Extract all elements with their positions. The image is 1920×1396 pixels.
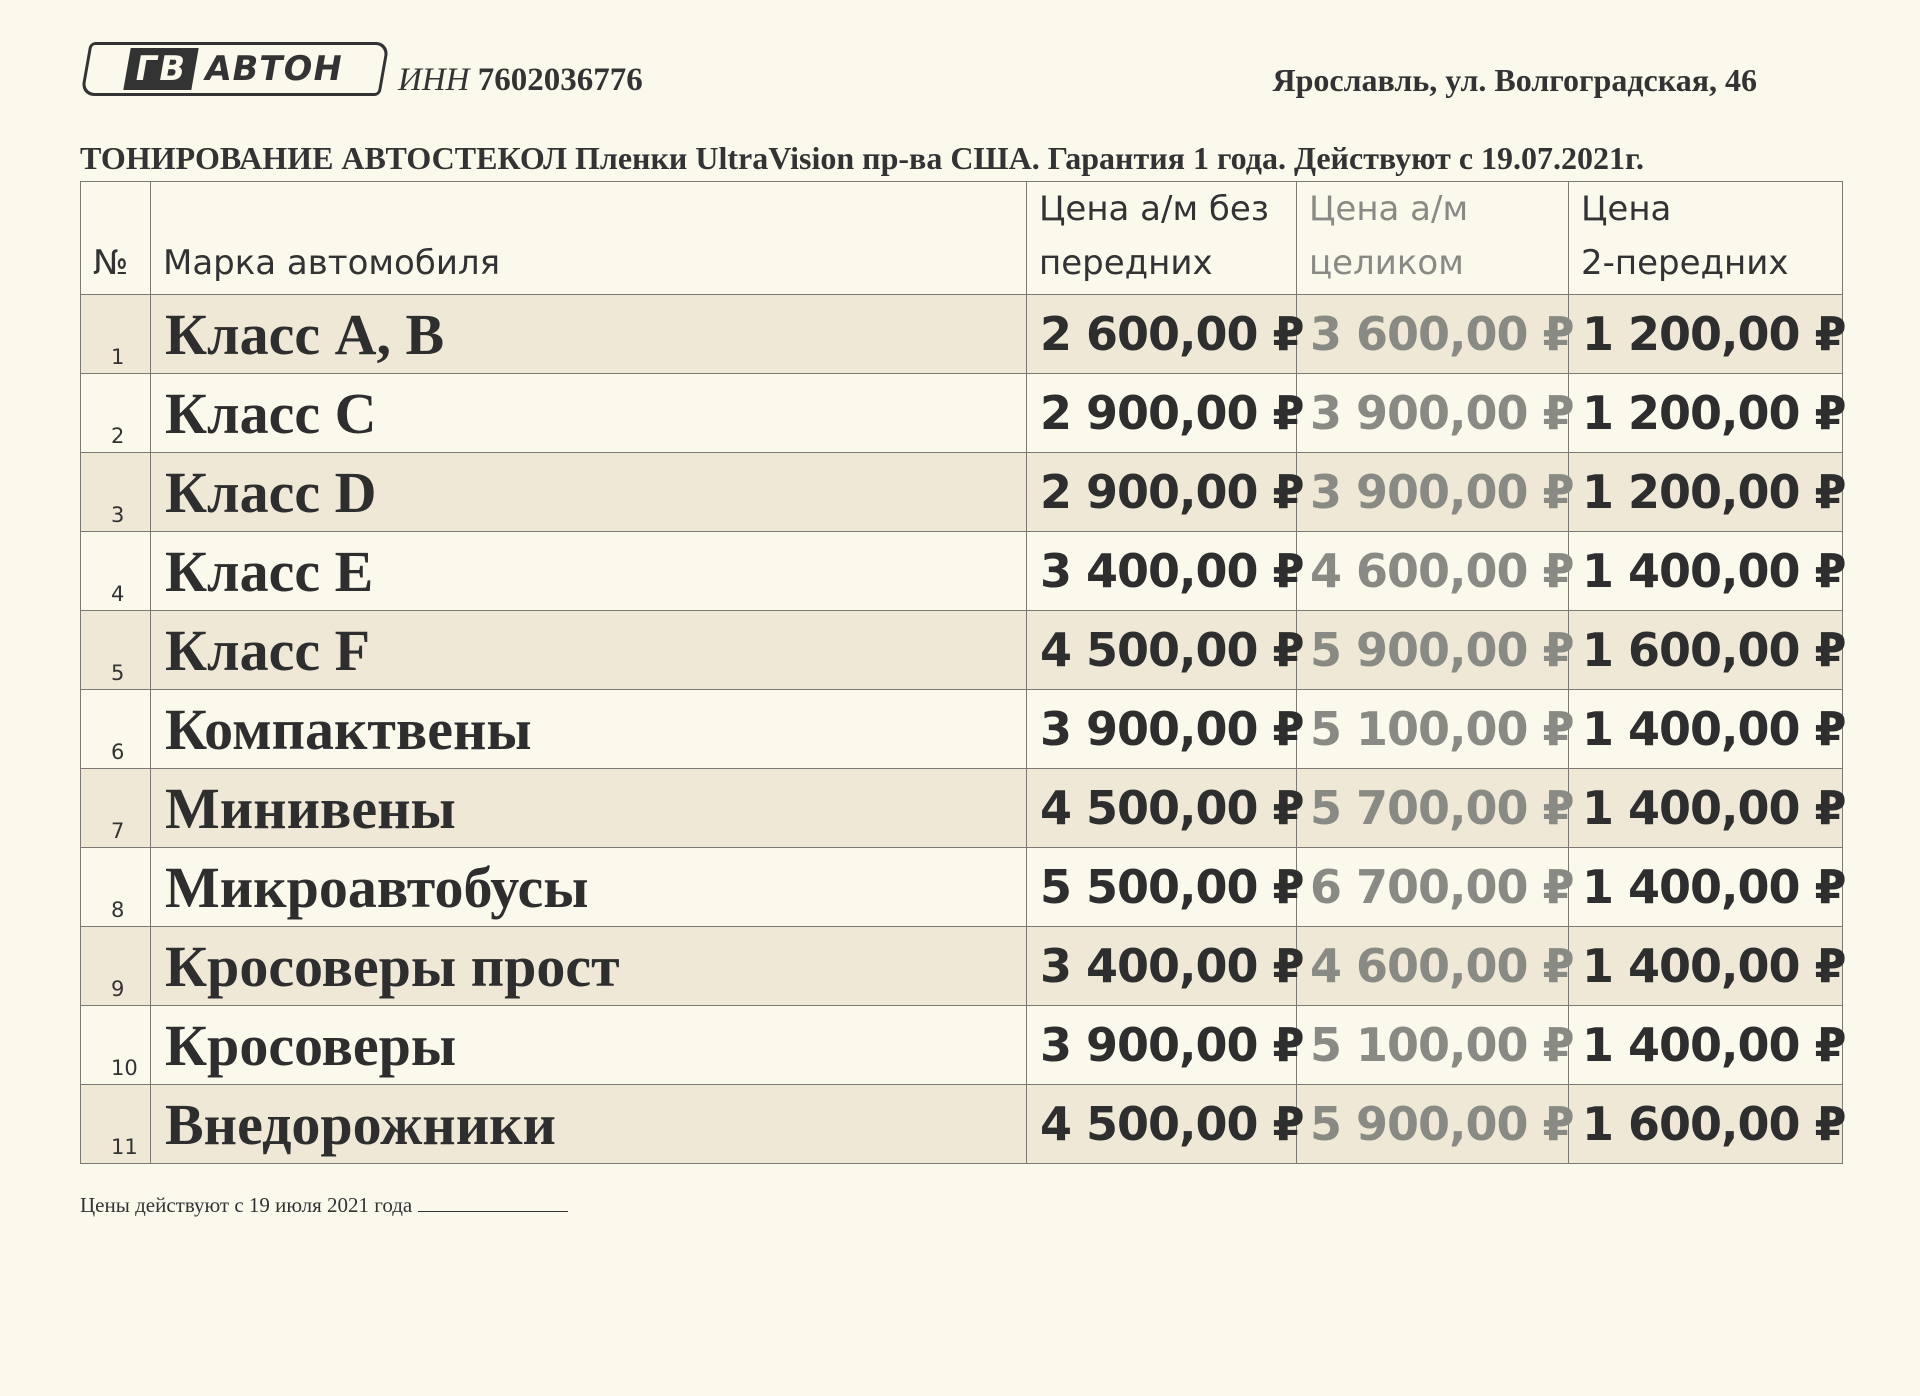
row-model: Кросоверы (151, 1006, 1027, 1085)
signature-line (418, 1211, 568, 1212)
col-header-whole (1297, 182, 1569, 295)
row-price-whole: 5 700,00 ₽ (1297, 769, 1569, 848)
row-number: 9 (81, 927, 151, 1006)
row-price-whole: 5 100,00 ₽ (1297, 690, 1569, 769)
row-price-without-front: 3 400,00 ₽ (1027, 532, 1297, 611)
row-price-two-front: 1 200,00 ₽ (1569, 295, 1843, 374)
row-price-whole: 5 900,00 ₽ (1297, 611, 1569, 690)
row-model: Класс С (151, 374, 1027, 453)
row-price-two-front: 1 400,00 ₽ (1569, 848, 1843, 927)
row-price-without-front: 2 600,00 ₽ (1027, 295, 1297, 374)
company-logo (80, 42, 390, 96)
row-price-without-front: 3 900,00 ₽ (1027, 690, 1297, 769)
col-header-whole-line1: Цена а/м (1309, 189, 1469, 229)
col-header-num: № (81, 182, 151, 295)
table-header-row (81, 182, 1843, 295)
row-price-whole: 5 900,00 ₽ (1297, 1085, 1569, 1164)
row-price-without-front: 2 900,00 ₽ (1027, 374, 1297, 453)
table-row (81, 1085, 1843, 1164)
row-price-without-front: 4 500,00 ₽ (1027, 611, 1297, 690)
row-number: 7 (81, 769, 151, 848)
col-header-two-front-line1: Цена (1581, 189, 1672, 229)
row-price-whole: 4 600,00 ₽ (1297, 927, 1569, 1006)
row-number: 10 (81, 1006, 151, 1085)
row-number: 11 (81, 1085, 151, 1164)
row-number: 4 (81, 532, 151, 611)
col-header-without-front-line1: Цена а/м без (1039, 189, 1269, 229)
table-row (81, 769, 1843, 848)
row-price-without-front: 3 900,00 ₽ (1027, 1006, 1297, 1085)
row-price-without-front: 5 500,00 ₽ (1027, 848, 1297, 927)
row-model: Внедорожники (151, 1085, 1027, 1164)
row-number: 2 (81, 374, 151, 453)
table-row (81, 453, 1843, 532)
row-price-whole: 6 700,00 ₽ (1297, 848, 1569, 927)
row-number: 5 (81, 611, 151, 690)
footer-text: Цены действуют с 19 июля 2021 года (80, 1193, 413, 1217)
row-model: Класс Е (151, 532, 1027, 611)
row-model: Класс D (151, 453, 1027, 532)
row-model: Минивены (151, 769, 1027, 848)
row-model: Класс F (151, 611, 1027, 690)
row-price-two-front: 1 400,00 ₽ (1569, 690, 1843, 769)
company-address: Ярославль, ул. Волгоградская, 46 (1272, 62, 1757, 98)
inn (398, 62, 643, 99)
col-header-two-front-line2: 2-передних (1581, 243, 1789, 283)
col-header-model: Марка автомобиля (151, 182, 1027, 295)
row-price-whole: 3 600,00 ₽ (1297, 295, 1569, 374)
row-price-two-front: 1 200,00 ₽ (1569, 374, 1843, 453)
col-header-without-front (1027, 182, 1297, 295)
row-price-without-front: 3 400,00 ₽ (1027, 927, 1297, 1006)
row-price-without-front: 4 500,00 ₽ (1027, 769, 1297, 848)
col-header-two-front (1569, 182, 1843, 295)
table-row (81, 611, 1843, 690)
table-row (81, 532, 1843, 611)
row-price-whole: 5 100,00 ₽ (1297, 1006, 1569, 1085)
inn-label: ИНН (398, 62, 470, 98)
document-title: ТОНИРОВАНИЕ АВТОСТЕКОЛ Пленки UltraVision пр-ва США. Гарантия 1 года. Действуют с 19.07.2021г. (80, 140, 1644, 176)
table-row (81, 927, 1843, 1006)
row-model: Класс А, В (151, 295, 1027, 374)
row-price-without-front: 4 500,00 ₽ (1027, 1085, 1297, 1164)
table-row (81, 848, 1843, 927)
row-price-two-front: 1 400,00 ₽ (1569, 927, 1843, 1006)
row-price-without-front: 2 900,00 ₽ (1027, 453, 1297, 532)
col-header-without-front-line2: передних (1039, 243, 1213, 283)
row-price-two-front: 1 600,00 ₽ (1569, 1085, 1843, 1164)
col-header-whole-line2: целиком (1309, 243, 1464, 283)
table-row (81, 690, 1843, 769)
row-price-two-front: 1 400,00 ₽ (1569, 769, 1843, 848)
row-price-two-front: 1 600,00 ₽ (1569, 611, 1843, 690)
footer-note (80, 1193, 568, 1218)
row-model: Компактвены (151, 690, 1027, 769)
row-price-two-front: 1 200,00 ₽ (1569, 453, 1843, 532)
row-model: Микроавтобусы (151, 848, 1027, 927)
row-model: Кросоверы прост (151, 927, 1027, 1006)
row-price-whole: 4 600,00 ₽ (1297, 532, 1569, 611)
inn-number: 7602036776 (477, 62, 643, 98)
logo-mark: ГВ (124, 48, 199, 90)
table-row (81, 295, 1843, 374)
row-price-two-front: 1 400,00 ₽ (1569, 532, 1843, 611)
row-price-whole: 3 900,00 ₽ (1297, 374, 1569, 453)
row-number: 8 (81, 848, 151, 927)
row-number: 1 (81, 295, 151, 374)
row-number: 6 (81, 690, 151, 769)
table-row (81, 374, 1843, 453)
price-table (80, 181, 1846, 1164)
row-price-two-front: 1 400,00 ₽ (1569, 1006, 1843, 1085)
row-number: 3 (81, 453, 151, 532)
table-row (81, 1006, 1843, 1085)
row-price-whole: 3 900,00 ₽ (1297, 453, 1569, 532)
logo-text: АВТОН (201, 49, 347, 89)
